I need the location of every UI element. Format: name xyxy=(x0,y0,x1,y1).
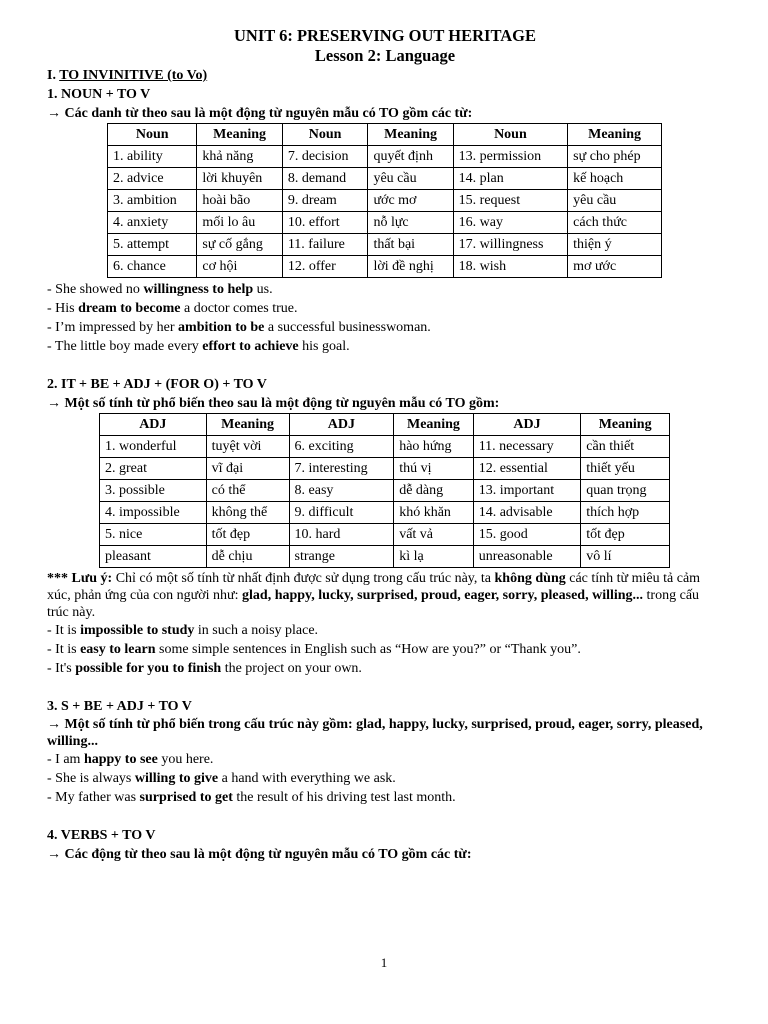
table-cell: lời đề nghị xyxy=(368,256,453,278)
table-cell: cần thiết xyxy=(581,436,670,458)
table-header-cell: Meaning xyxy=(206,414,289,436)
table-cell: 11. necessary xyxy=(473,436,581,458)
table-cell: hoài bão xyxy=(197,190,282,212)
table-cell: dễ dàng xyxy=(394,480,474,502)
example-bold: effort to achieve xyxy=(202,339,299,354)
section1-heading xyxy=(47,66,723,85)
s-be-adj-heading: 3. S + BE + ADJ + TO V xyxy=(47,699,192,714)
table-cell: thiện ý xyxy=(568,234,662,256)
table-cell: 7. decision xyxy=(282,146,368,168)
table-row xyxy=(108,256,662,278)
table-cell: 1. wonderful xyxy=(100,436,207,458)
table-cell: thất bại xyxy=(368,234,453,256)
table-cell: 12. offer xyxy=(282,256,368,278)
example-bold: ambition to be xyxy=(178,320,265,335)
table-cell: 7. interesting xyxy=(289,458,394,480)
example-pre: - I’m impressed by her xyxy=(47,320,179,335)
table-cell: không thể xyxy=(206,502,289,524)
table-cell: 3. possible xyxy=(100,480,207,502)
example-post: in such a noisy place. xyxy=(194,623,319,638)
table-cell: strange xyxy=(289,546,394,568)
noun-table xyxy=(107,123,662,278)
table-cell: 5. attempt xyxy=(108,234,197,256)
example-post: a successful businesswoman. xyxy=(264,320,431,335)
table-cell: 14. plan xyxy=(453,168,567,190)
example-post: a hand with everything we ask. xyxy=(218,771,396,786)
table-cell: 4. impossible xyxy=(100,502,207,524)
example-sentence xyxy=(47,788,723,807)
table-cell: tuyệt vời xyxy=(206,436,289,458)
table-header-cell: Meaning xyxy=(368,124,453,146)
table-cell: lời khuyên xyxy=(197,168,282,190)
table-cell: sự cố gắng xyxy=(197,234,282,256)
adj-intro: → Một số tính từ phổ biến theo sau là một động từ nguyên mẫu có TO gồm: xyxy=(47,396,500,411)
example-bold: impossible to study xyxy=(80,623,195,638)
table-header-cell: Meaning xyxy=(197,124,282,146)
example-pre: - I am xyxy=(47,752,84,767)
note-paragraph xyxy=(47,570,723,621)
table-cell: sự cho phép xyxy=(568,146,662,168)
table-cell: 2. advice xyxy=(108,168,197,190)
table-cell: tốt đẹp xyxy=(206,524,289,546)
example-post: a doctor comes true. xyxy=(180,301,298,316)
table-cell: 17. willingness xyxy=(453,234,567,256)
table-cell: 13. important xyxy=(473,480,581,502)
example-pre: - It is xyxy=(47,623,81,638)
table-cell: cơ hội xyxy=(197,256,282,278)
table-cell: quan trọng xyxy=(581,480,670,502)
table-cell: 4. anxiety xyxy=(108,212,197,234)
example-sentence xyxy=(47,337,723,356)
table-cell: cách thức xyxy=(568,212,662,234)
table-cell: 18. wish xyxy=(453,256,567,278)
table-cell: khó khăn xyxy=(394,502,474,524)
table-cell: mối lo âu xyxy=(197,212,282,234)
example-post: you here. xyxy=(157,752,214,767)
table-row xyxy=(100,502,670,524)
table-cell: nỗ lực xyxy=(368,212,453,234)
table-cell: pleasant xyxy=(100,546,207,568)
table-cell: 10. effort xyxy=(282,212,368,234)
table-cell: khả năng xyxy=(197,146,282,168)
table-row xyxy=(100,436,670,458)
table-row xyxy=(108,190,662,212)
noun-examples xyxy=(47,280,723,356)
note-text-2: các tính từ miêu tả cảm xúc, phản ứng của con người như: xyxy=(47,571,701,603)
table-header-cell: Meaning xyxy=(394,414,474,436)
table-cell: 9. difficult xyxy=(289,502,394,524)
example-pre: - My father was xyxy=(47,790,140,805)
table-cell: unreasonable xyxy=(473,546,581,568)
table-cell: 12. essential xyxy=(473,458,581,480)
table-header-cell: Meaning xyxy=(581,414,670,436)
example-bold: dream to become xyxy=(78,301,181,316)
table-cell: vất vả xyxy=(394,524,474,546)
table-cell: 3. ambition xyxy=(108,190,197,212)
adj-table xyxy=(99,413,670,568)
example-pre: - She is always xyxy=(47,771,135,786)
table-header-cell: ADJ xyxy=(473,414,581,436)
example-bold: easy to learn xyxy=(80,642,156,657)
example-sentence xyxy=(47,769,723,788)
note-bold-1: không dùng xyxy=(494,571,566,586)
example-post: the result of his driving test last month. xyxy=(232,790,456,805)
table-cell: thiết yếu xyxy=(581,458,670,480)
note-bold-2: glad, happy, lucky, surprised, proud, eager, sorry, pleased, willing... xyxy=(242,588,644,603)
table-cell: có thể xyxy=(206,480,289,502)
note-text-3: trong cấu trúc này. xyxy=(47,588,700,620)
noun-intro: → Các danh từ theo sau là một động từ nguyên mẫu có TO gồm các từ: xyxy=(47,106,473,121)
table-cell: dễ chịu xyxy=(206,546,289,568)
table-cell: yêu cầu xyxy=(568,190,662,212)
example-sentence xyxy=(47,299,723,318)
document-title: UNIT 6: PRESERVING OUT HERITAGE xyxy=(234,26,536,45)
table-cell: 14. advisable xyxy=(473,502,581,524)
example-sentence xyxy=(47,750,723,769)
table-row xyxy=(100,458,670,480)
section1-title: TO INVINITIVE (to Vo) xyxy=(59,68,208,83)
adj-examples xyxy=(47,621,723,678)
example-bold: surprised to get xyxy=(139,790,233,805)
table-row xyxy=(100,546,670,568)
table-cell: 8. demand xyxy=(282,168,368,190)
lesson-subtitle: Lesson 2: Language xyxy=(314,46,456,65)
table-cell: 15. request xyxy=(453,190,567,212)
table-header-cell: Noun xyxy=(453,124,567,146)
table-cell: mơ ước xyxy=(568,256,662,278)
table-row xyxy=(108,234,662,256)
table-cell: vô lí xyxy=(581,546,670,568)
table-cell: 1. ability xyxy=(108,146,197,168)
table-header-cell: Noun xyxy=(282,124,368,146)
example-bold: willingness to help xyxy=(143,282,254,297)
it-be-adj-heading: 2. IT + BE + ADJ + (FOR O) + TO V xyxy=(47,377,267,392)
example-sentence xyxy=(47,318,723,337)
table-header-cell: ADJ xyxy=(100,414,207,436)
example-pre: - It's xyxy=(47,661,76,676)
example-sentence xyxy=(47,640,723,659)
table-cell: 10. hard xyxy=(289,524,394,546)
table-cell: 6. exciting xyxy=(289,436,394,458)
example-bold: willing to give xyxy=(134,771,219,786)
table-cell: 11. failure xyxy=(282,234,368,256)
example-pre: - She showed no xyxy=(47,282,144,297)
table-cell: tốt đẹp xyxy=(581,524,670,546)
page-number: 1 xyxy=(380,955,388,970)
s-be-adj-intro: → Một số tính từ phổ biến trong cấu trúc này gồm: glad, happy, lucky, surprised, proud, eager, sorry, pleased, willing... xyxy=(47,717,703,749)
table-cell: thích hợp xyxy=(581,502,670,524)
table-cell: ước mơ xyxy=(368,190,453,212)
s-be-adj-examples xyxy=(47,750,723,807)
table-cell: 2. great xyxy=(100,458,207,480)
example-bold: possible for you to finish xyxy=(75,661,222,676)
section1-roman: I. xyxy=(47,68,60,83)
note-label: *** Lưu ý: xyxy=(47,571,113,586)
example-post: his goal. xyxy=(298,339,350,354)
example-pre: - It is xyxy=(47,642,81,657)
table-cell: 8. easy xyxy=(289,480,394,502)
table-row xyxy=(108,212,662,234)
example-pre: - His xyxy=(47,301,79,316)
table-row xyxy=(100,524,670,546)
table-row xyxy=(108,146,662,168)
table-cell: vĩ đại xyxy=(206,458,289,480)
verbs-to-v-heading: 4. VERBS + TO V xyxy=(47,828,156,843)
example-post: us. xyxy=(253,282,273,297)
example-post: the project on your own. xyxy=(221,661,362,676)
table-cell: kế hoạch xyxy=(568,168,662,190)
example-sentence xyxy=(47,280,723,299)
example-sentence xyxy=(47,621,723,640)
example-sentence xyxy=(47,659,723,678)
table-cell: 5. nice xyxy=(100,524,207,546)
table-row xyxy=(108,168,662,190)
table-cell: yêu cầu xyxy=(368,168,453,190)
table-cell: kì lạ xyxy=(394,546,474,568)
verbs-intro: → Các động từ theo sau là một động từ nguyên mẫu có TO gồm các từ: xyxy=(47,847,472,862)
table-cell: 6. chance xyxy=(108,256,197,278)
table-cell: thú vị xyxy=(394,458,474,480)
table-cell: 9. dream xyxy=(282,190,368,212)
example-bold: happy to see xyxy=(83,752,158,767)
example-post: some simple sentences in English such as “How are you?” or “Thank you”. xyxy=(155,642,581,657)
table-row xyxy=(100,480,670,502)
table-header-cell: ADJ xyxy=(289,414,394,436)
table-cell: quyết định xyxy=(368,146,453,168)
table-header-cell: Noun xyxy=(108,124,197,146)
note-text-1: Chỉ có một số tính từ nhất định được sử dụng trong cấu trúc này, ta xyxy=(112,571,495,586)
table-cell: hào hứng xyxy=(394,436,474,458)
table-cell: 15. good xyxy=(473,524,581,546)
table-header-cell: Meaning xyxy=(568,124,662,146)
example-pre: - The little boy made every xyxy=(47,339,203,354)
document-page xyxy=(47,26,723,864)
table-cell: 16. way xyxy=(453,212,567,234)
table-cell: 13. permission xyxy=(453,146,567,168)
noun-to-v-heading: 1. NOUN + TO V xyxy=(47,87,151,102)
